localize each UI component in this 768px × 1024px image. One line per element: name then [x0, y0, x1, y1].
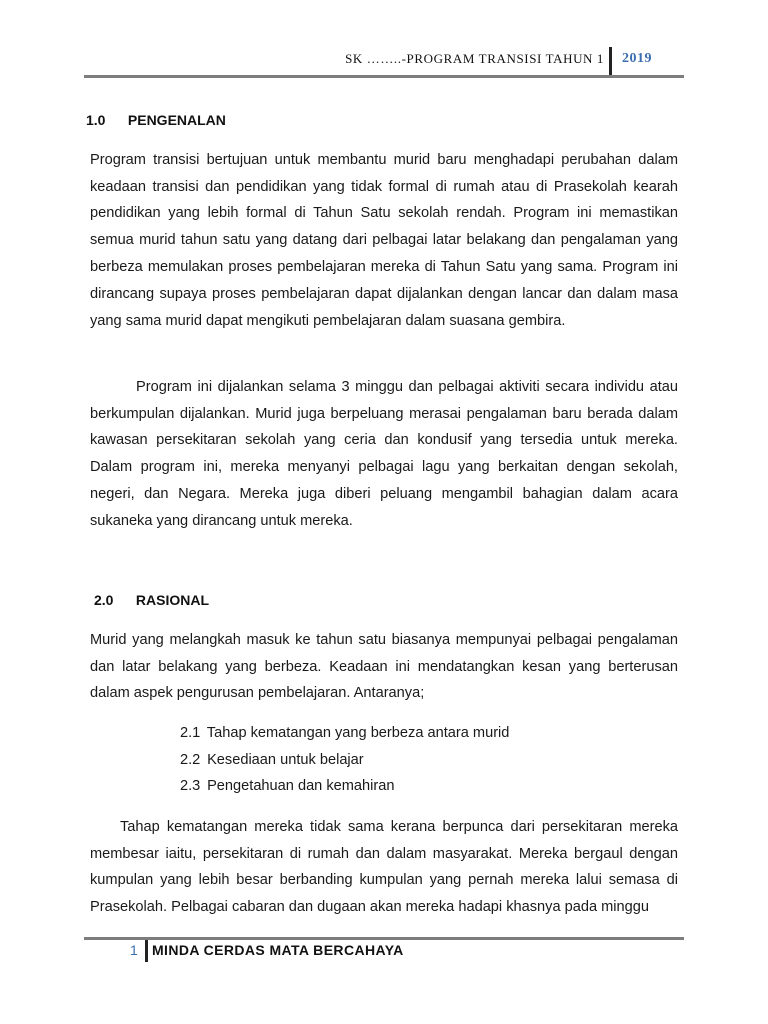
section-title: RASIONAL — [135, 592, 210, 608]
list-item — [180, 720, 509, 747]
rationale-list — [180, 720, 509, 800]
list-item-text: Kesediaan untuk belajar — [207, 751, 364, 768]
section-title: PENGENALAN — [127, 112, 226, 128]
list-item-number: 2.1 — [180, 725, 201, 741]
paragraph: Tahap kematangan mereka tidak sama kerana berpunca dari persekitaran mereka membesar iaitu, persekitaran di rumah dan dalam masyarakat. Mereka bergaul dengan kumpulan yang lebih besar berbanding kumpulan yang pernah mereka lalui semasa di Prasekolah. Pelbagai cabaran dan dugaan akan mereka hadapi khasnya pada minggu — [90, 818, 678, 916]
list-item — [180, 747, 509, 774]
page-header — [84, 47, 684, 75]
list-item-text: Pengetahuan dan kemahiran — [207, 778, 395, 795]
paragraph: Program ini dijalankan selama 3 minggu dan pelbagai aktiviti secara individu atau berkumpulan dijalankan. Murid juga berpeluang merasai pengalaman baru berada dalam kawasan persekitaran sekolah yang ceria dan kondusif yang tersedia untuk mereka. Dalam program ini, mereka menyanyi pelbagai lagu yang berkaitan dengan sekolah, negeri, dan Negara. Mereka juga diberi peluang mengambil bahagian dalam acara sukaneka yang dirancang untuk mereka. — [90, 378, 678, 530]
section-heading-pengenalan — [86, 112, 226, 128]
header-title: SK ……..-PROGRAM TRANSISI TAHUN 1 — [345, 51, 604, 66]
page-number: 1 — [130, 942, 138, 958]
footer-divider — [145, 940, 148, 962]
section-number: 2.0 — [94, 592, 114, 608]
header-year: 2019 — [622, 51, 652, 66]
list-item-number: 2.3 — [180, 778, 201, 795]
section-number: 1.0 — [86, 112, 106, 128]
list-item-number: 2.2 — [180, 751, 201, 768]
footer-rule — [84, 937, 684, 940]
header-divider — [609, 47, 612, 75]
section-heading-rasional — [94, 592, 209, 608]
paragraph: Murid yang melangkah masuk ke tahun satu biasanya mempunyai pelbagai pengalaman dan latar belakang yang berbeza. Keadaan ini mendatangkan kesan yang berterusan dalam aspek pengurusan pembelajaran. Antaranya; — [90, 631, 678, 702]
list-item-text: Tahap kematangan yang berbeza antara murid — [206, 725, 510, 741]
list-item — [180, 773, 509, 800]
footer-motto: MINDA CERDAS MATA BERCAHAYA — [152, 942, 404, 958]
paragraph: Program transisi bertujuan untuk membantu murid baru menghadapi perubahan dalam keadaan transisi dan pendidikan yang tidak formal di rumah atau di Prasekolah kearah pendidikan yang lebih formal di Tahun Satu sekolah rendah. Program ini memastikan semua murid tahun satu yang datang dari pelbagai latar belakang dan pengalaman yang berbeza memulakan proses pembelajaran mereka di Tahun Satu yang sama. Program ini dirancang supaya proses pembelajaran dapat dijalankan dengan lancar dan dalam masa yang sama murid dapat mengikuti pembelajaran dalam suasana gembira. — [90, 151, 678, 330]
header-rule — [84, 75, 684, 78]
